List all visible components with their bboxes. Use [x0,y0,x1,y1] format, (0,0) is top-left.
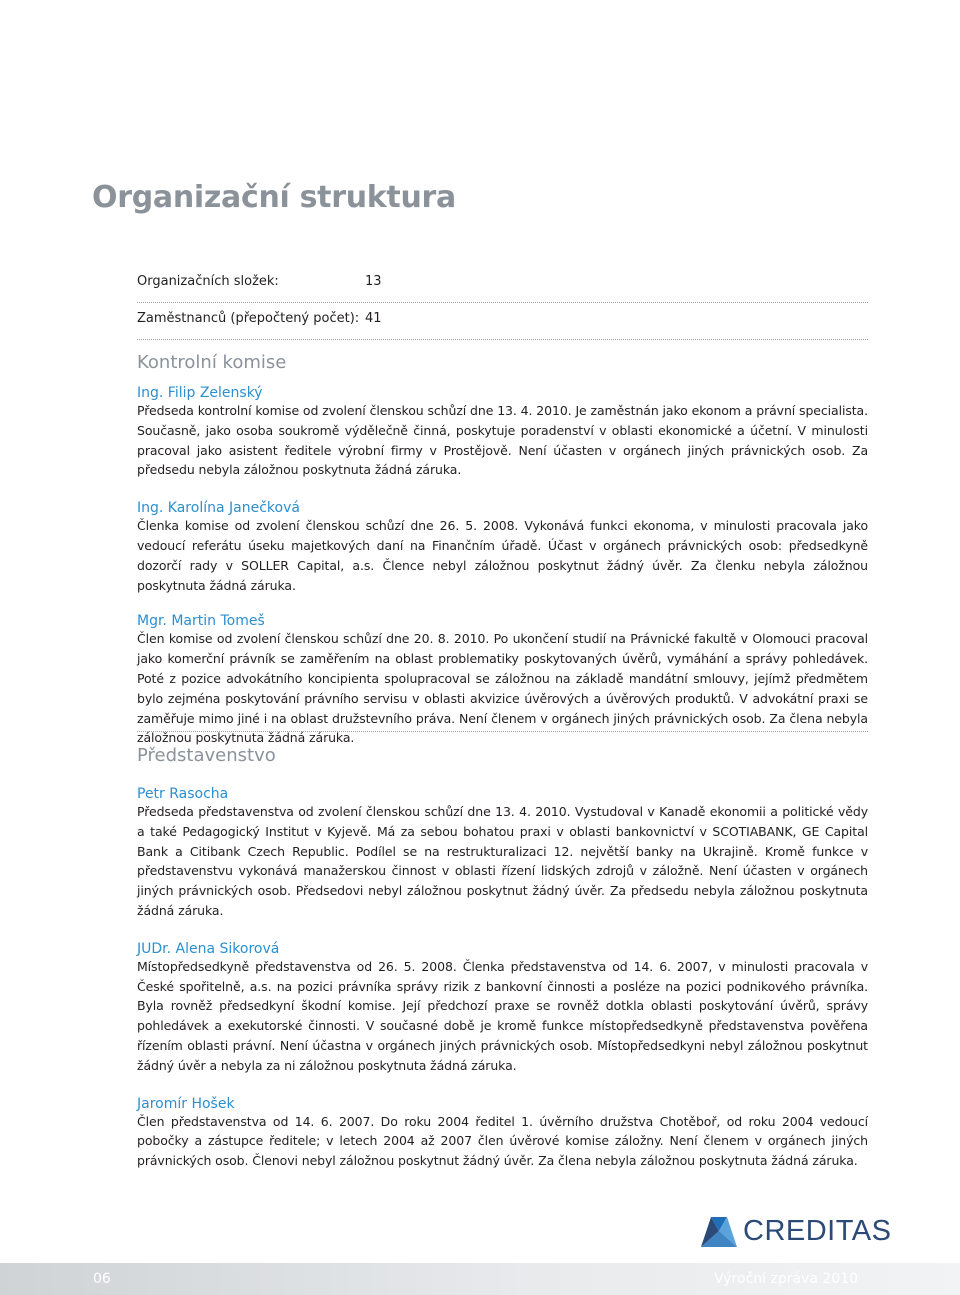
page-title: Organizační struktura [92,180,456,215]
member-bio: Člen představenstva od 14. 6. 2007. Do roku 2004 ředitel 1. úvěrního družstva Chotěboř, od roku 2004 vedoucí pobočky a zástupce ředitele; v letech 2004 až 2007 člen úvěrové komise záložny. Není členem v orgánech jiných právnických osob. Členovi nebyl záložnou poskytnut žádný úvěr. Za člena nebyla záložnou poskytnuta žádná záruka. [137,1113,868,1169]
member-bio: Členka komise od zvolení členskou schůzí dne 26. 5. 2008. Vykonává funkci ekonoma, v minulosti pracovala jako vedoucí referátu úseku majetkových daní na Finančním úřadě. Účast v orgánech právnických osob: předsedkyně dozorčí rady v SOLLER Capital, a.s. Člence nebyl záložnou poskytnut žádný úvěr. Za členku nebyla záložnou poskytnuta žádná záruka. [137,518,868,593]
stat-label: Organizačních složek: [137,274,279,289]
member-name: JUDr. Alena Sikorová [137,940,280,957]
stat-value: 13 [365,274,382,289]
member-name: Mgr. Martin Tomeš [137,613,265,630]
member-bio: Předseda představenstva od zvolení členskou schůzí dne 13. 4. 2010. Vystudoval v Kanadě ekonomii a politické vědy a také Pedagogický Institut v Kyjevě. Má za sebou bohatou praxi v oblasti bankovnictví v SCOTIABANK, GE Capital Bank a Citibank Czech Republic. Podílel se na restrukturalizaci 12. největší banky na Ukrajině. Kromě funkce v představenstvu vykonává manažerskou činnost v oblasti řízení lidských zdrojů v záložně. Není účasten v orgánech jiných právnických osob. Předsedovi nebyl záložnou poskytnut žádný úvěr. Za předsedu nebyla záložnou poskytnuta žádná záruka. [137,804,868,918]
stat-label: Zaměstnanců (přepočtený počet): [137,311,360,326]
member-bio: Předseda kontrolní komise od zvolení členskou schůzí dne 13. 4. 2010. Je zaměstnán jako ekonom a právní specialista. Současně, jako osoba soukromě výdělečně činná, poskytuje poradenství v oblasti ekonomické a účetní. V minulosti pracoval jako asistent ředitele výrobní firmy v Prostějově. Není účasten v orgánech jiných právnických osob. Za předsedu nebyla záložnou poskytnuta žádná záruka. [137,403,868,478]
member-block [137,613,868,748]
predstavenstvo-section [137,745,868,1171]
creditas-logo-icon [697,1211,741,1251]
member-block [137,500,868,595]
kontrolni-komise-section [137,352,868,748]
stats-table [137,266,868,340]
member-block [137,1096,868,1171]
section-heading: Představenstvo [137,745,276,766]
creditas-logo [697,1211,892,1251]
member-block [137,941,868,1076]
page-number: 06 [93,1271,111,1287]
member-name: Jaromír Hošek [137,1095,235,1112]
member-name: Ing. Filip Zelenský [137,385,263,401]
stat-value: 41 [365,311,382,326]
stat-row [137,266,868,303]
stat-row [137,303,868,340]
member-block [137,385,868,480]
report-title: Výroční zpráva 2010 [714,1271,858,1287]
member-bio: Místopředsedkyně představenstva od 26. 5. 2008. Členka představenstva od 14. 6. 2007, v minulosti pracovala v České spořitelně, a.s. na pozici právníka správy rizik z bankovní činnosti a posléze na pozici podnikového právníka. Byla rovněž předsedkyní škodní komise. Její předchozí praxe se rovněž dotkla oblasti poskytování úvěrů, správy pohledávek a exekutorské činnosti. V současné době je kromě funkce místopředsedkyně představenstva pověřena řízením oblasti právní. Není účastna v orgánech jiných právnických osob. Místopředsedkyni nebyl záložnou poskytnut žádný úvěr a nebyla za ni záložnou poskytnuta žádná záruka. [137,958,868,1073]
member-bio: Člen komise od zvolení členskou schůzí dne 20. 8. 2010. Po ukončení studií na Právnické fakultě v Olomouci pracoval jako komerční právník se zaměřením na oblast problematiky poskytovaných úvěrů, vymáhání a správy pohledávek. Poté z pozice advokátního koncipienta spolupracoval se záložnou na základě mandátní smlouvy, jejímž předmětem bylo zejména poskytování právního servisu v oblasti akvizice úvěrových a úvěrových produktů. V advokátní praxi se zaměřuje mimo jiné i na oblast družstevního práva. Není členem v orgánech jiných právnických osob. Za člena nebyla záložnou poskytnuta žádná záruka. [137,631,868,746]
member-name: Petr Rasocha [137,786,229,802]
member-block [137,786,868,921]
logo-wordmark: CREDITAS [743,1215,892,1247]
section-heading: Kontrolní komise [137,352,287,373]
section-divider [137,731,868,732]
member-name: Ing. Karolína Janečková [137,500,300,517]
